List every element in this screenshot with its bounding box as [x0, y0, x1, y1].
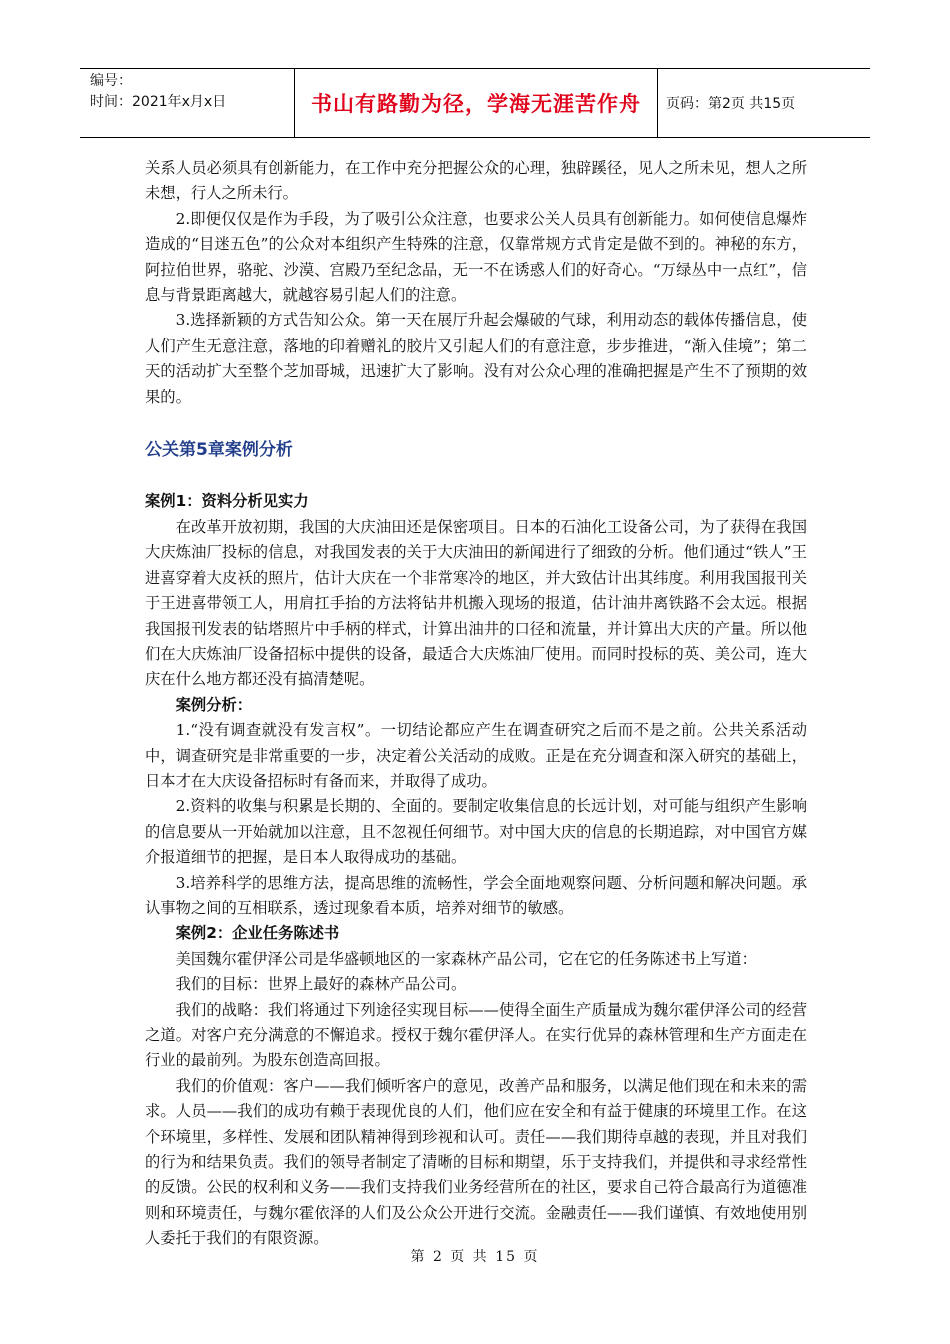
header-motto: 书山有路勤为径，学海无涯苦作舟: [295, 69, 658, 137]
page-header: [80, 68, 870, 138]
case1-analysis-label: 案例分析：: [175, 695, 253, 714]
page-footer: 第 2 页 共 15 页: [410, 1249, 540, 1265]
case1-point: 1.“没有调查就没有发言权”。一切结论都应产生在调查研究之后而不是之前。公共关系活动中，调查研究是非常重要的一步，决定着公关活动的成败。正是在充分调查和深入研究的基础上，日本才在大庆设备招标时有备而来，并取得了成功。: [145, 721, 807, 790]
header-meta: [80, 69, 295, 137]
case2-paragraph: 我们的价值观：客户——我们倾听客户的意见，改善产品和服务，以满足他们现在和未来的需求。人员——我们的成功有赖于表现优良的人们，他们应在安全和有益于健康的环境里工作。在这个环境里，多样性、发展和团队精神得到珍视和认可。责任——我们期待卓越的表现，并且对我们的行为和结果负责。我们的领导者制定了清晰的目标和期望，乐于支持我们，并提供和寻求经常性的反馈。公民的权利和义务——我们支持我们业务经营所在的社区，要求自己符合最高行为道德准则和环境责任，与魏尔霍依泽的人们及公众公开进行交流。金融责任——我们谨慎、有效地使用别人委托于我们的有限资源。: [145, 1076, 807, 1248]
case1-point: 2.资料的收集与积累是长期的、全面的。要制定收集信息的长远计划，对可能与组织产生影响的信息要从一开始就加以注意，且不忽视任何细节。对中国大庆的信息的长期追踪，对中国官方媒介报道细节的把握，是日本人取得成功的基础。: [145, 797, 807, 867]
chapter-title: 公关第5章案例分析: [145, 440, 293, 461]
number-label: 编号：: [90, 73, 132, 89]
case1-point: 3.培养科学的思维方法，提高思维的流畅性，学会全面地观察问题、分析问题和解决问题。承认事物之间的互相联系，透过现象看本质，培养对细节的敏感。: [145, 873, 807, 917]
document-body: [145, 156, 807, 1252]
case1-title: 案例1：资料分析见实力: [145, 492, 309, 511]
paragraph: 3.选择新颖的方式告知公众。第一天在展厅升起会爆破的气球，利用动态的载体传播信息，使人们产生无意注意，落地的印着赠礼的胶片又引起人们的有意注意，步步推进，“渐入佳境”；第二天的活动扩大至整个芝加哥城，迅速扩大了影响。没有对公众心理的准确把握是产生不了预期的效果的。: [145, 311, 807, 406]
time-label: 时间：2021年x月x日: [90, 94, 227, 110]
header-page-info: 页码：第2页 共15页: [666, 96, 796, 112]
case1-body: 在改革开放初期，我国的大庆油田还是保密项目。日本的石油化工设备公司，为了获得在我国大庆炼油厂投标的信息，对我国发表的关于大庆油田的新闻进行了细致的分析。他们通过“铁人”王进喜穿着大皮袄的照片，估计大庆在一个非常寒冷的地区，并大致估计出其纬度。利用我国报刊关于王进喜带领工人，用肩扛手抬的方法将钻井机搬入现场的报道，估计油井离铁路不会太远。根据我国报刊发表的钻塔照片中手柄的样式，计算出油井的口径和流量，并计算出大庆的产量。所以他们在大庆炼油厂设备招标中提供的设备，最适合大庆炼油厂使用。而同时投标的英、美公司，连大庆在什么地方都还没有搞清楚呢。: [145, 517, 807, 689]
paragraph: 2.即便仅仅是作为手段，为了吸引公众注意，也要求公关人员具有创新能力。如何使信息爆炸造成的“目迷五色”的公众对本组织产生特殊的注意，仅靠常规方式肯定是做不到的。神秘的东方，阿拉伯世界，骆驼、沙漠、宫殿乃至纪念品，无一不在诱惑人们的好奇心。“万绿丛中一点红”，信息与背景距离越大，就越容易引起人们的注意。: [145, 209, 807, 305]
case2-paragraph: 美国魏尔霍伊泽公司是华盛顿地区的一家森林产品公司，它在它的任务陈述书上写道：: [175, 949, 757, 968]
case2-title: 案例2：企业任务陈述书: [175, 924, 340, 943]
case2-paragraph: 我们的目标：世界上最好的森林产品公司。: [175, 975, 467, 994]
paragraph: 关系人员必须具有创新能力，在工作中充分把握公众的心理，独辟蹊径，见人之所未见，想人之所未想，行人之所未行。: [145, 159, 807, 203]
case2-paragraph: 我们的战略：我们将通过下列途径实现目标——使得全面生产质量成为魏尔霍伊泽公司的经营之道。对客户充分满意的不懈追求。授权于魏尔霍伊泽人。在实行优异的森林管理和生产方面走在行业的最前列。为股东创造高回报。: [145, 1000, 807, 1070]
